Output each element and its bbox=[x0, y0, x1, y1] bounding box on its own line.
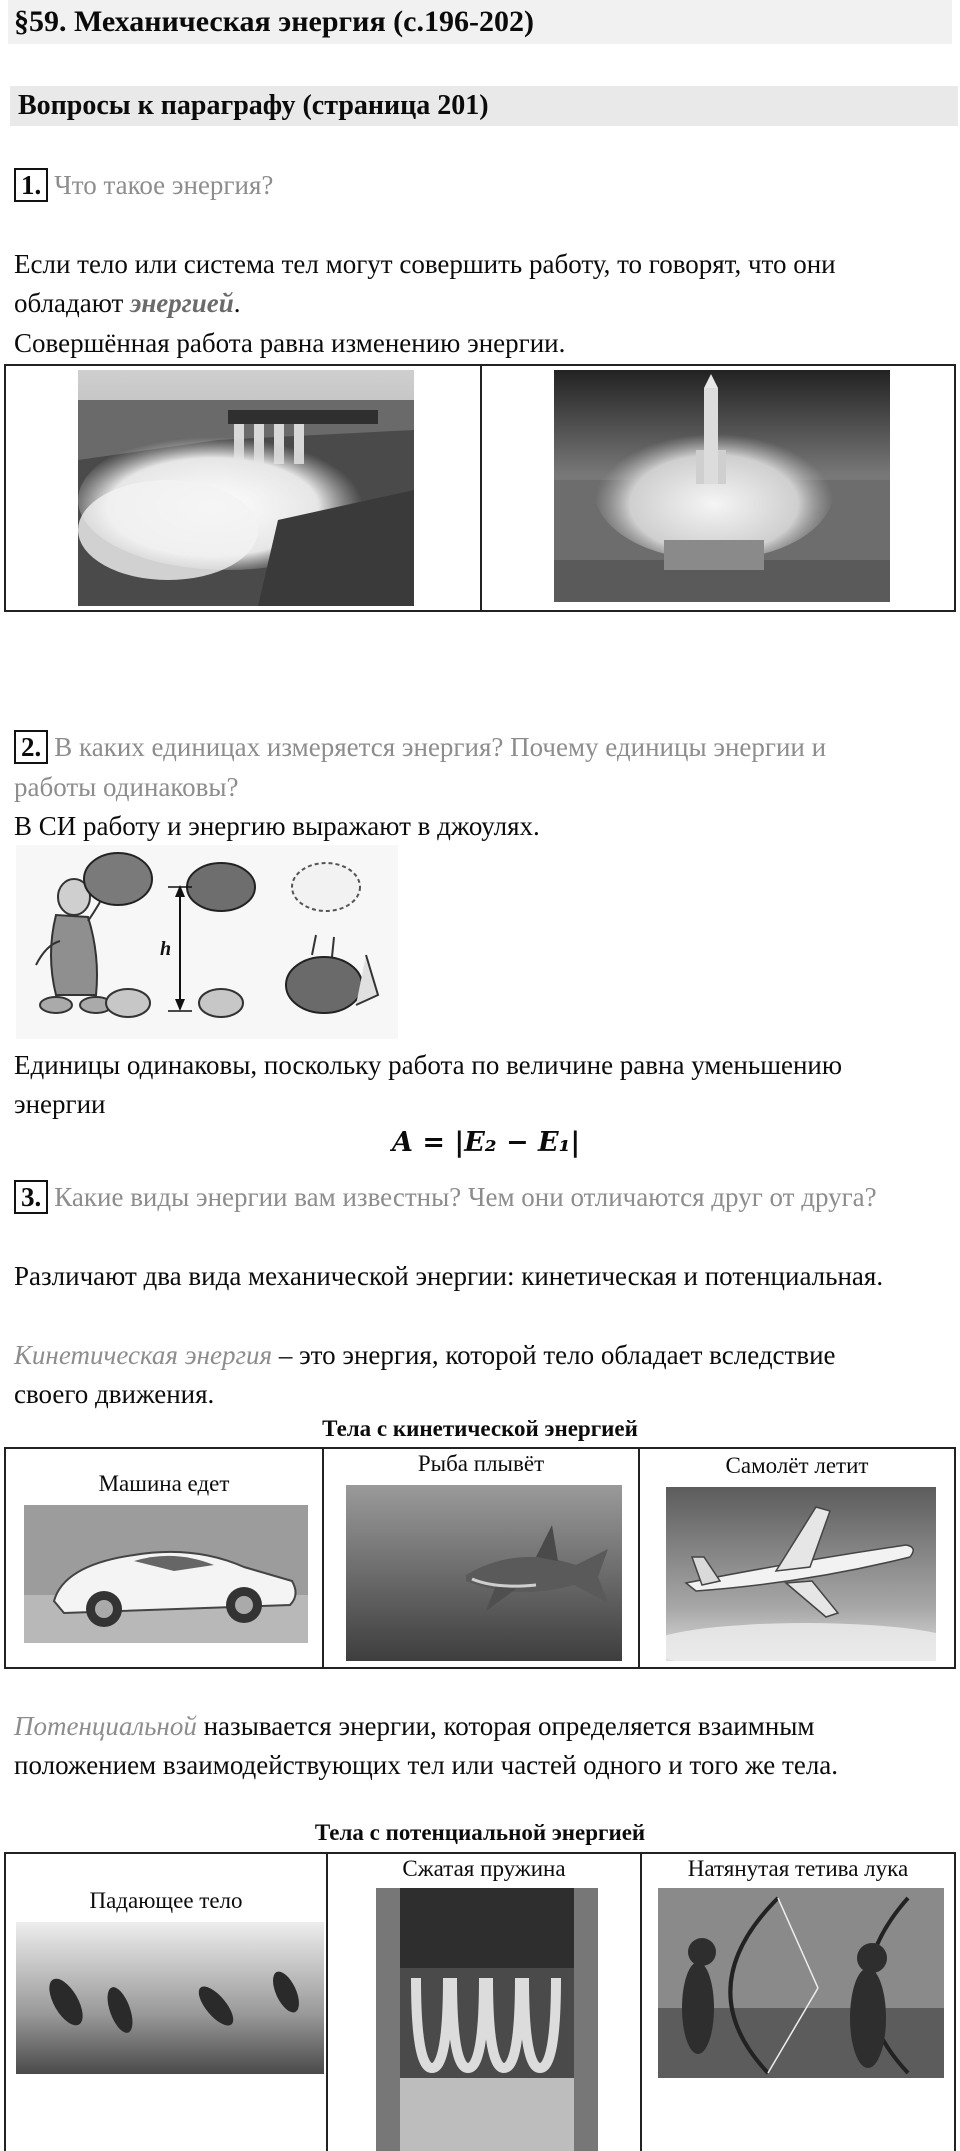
kinetic-definition-line-1 bbox=[14, 1335, 836, 1375]
answer-2b-line-1: Единицы одинаковы, поскольку работа по величине равна уменьшению bbox=[14, 1050, 843, 1080]
potential-energy-table bbox=[4, 1852, 956, 2151]
question-number: 2. bbox=[14, 730, 48, 764]
skydivers-photo bbox=[16, 1922, 324, 2074]
section-title: Вопросы к параграфу (страница 201) bbox=[10, 86, 958, 126]
answer-2: В СИ работу и энергию выражают в джоулях. bbox=[14, 811, 540, 841]
cell-bow bbox=[642, 1854, 954, 2151]
cell-falling-body bbox=[6, 1854, 326, 2151]
car-photo bbox=[24, 1505, 308, 1643]
term-kinetic: Кинетическая энергия bbox=[14, 1340, 273, 1370]
answer-1-line-3: Совершённая работа равна изменению энергии. bbox=[14, 328, 566, 358]
item-caption: Самолёт летит bbox=[725, 1453, 869, 1478]
energy-formula: A = |E₂ − E₁| bbox=[392, 1127, 581, 1158]
answer-1-line-1: Если тело или система тел могут совершить работу, то говорят, что они bbox=[14, 249, 836, 279]
lifting-stone-figure bbox=[16, 845, 398, 1039]
answer-3: Различают два вида механической энергии: кинетическая и потенциальная. bbox=[14, 1261, 884, 1291]
question-text-line-1: В каких единицах измеряется энергия? Почему единицы энергии и bbox=[54, 732, 827, 762]
cell-fish bbox=[324, 1449, 638, 1667]
kinetic-energy-table bbox=[4, 1447, 956, 1669]
item-caption: Падающее тело bbox=[89, 1888, 243, 1913]
question-2 bbox=[14, 727, 826, 767]
kinetic-definition-line-2: своего движения. bbox=[14, 1379, 215, 1409]
table-divider bbox=[480, 366, 482, 610]
answer-2b-line-2: энергии bbox=[14, 1089, 106, 1119]
question-3 bbox=[14, 1177, 877, 1217]
text-fragment: обладают bbox=[14, 288, 131, 318]
item-caption: Натянутая тетива лука bbox=[687, 1856, 909, 1881]
image-table-energy-examples bbox=[4, 364, 956, 612]
question-1 bbox=[14, 165, 273, 205]
term-potential: Потенциальной bbox=[14, 1711, 197, 1741]
question-number: 1. bbox=[14, 168, 48, 202]
question-text: Какие виды энергии вам известны? Чем они отличаются друг от друга? bbox=[54, 1182, 877, 1212]
question-2-line-2: работы одинаковы? bbox=[14, 772, 239, 802]
page-title: §59. Механическая энергия (с.196-202) bbox=[14, 5, 534, 38]
question-number: 3. bbox=[14, 1180, 48, 1214]
rocket-launch-photo bbox=[554, 370, 890, 602]
item-caption: Рыба плывёт bbox=[417, 1451, 545, 1476]
shark-photo bbox=[346, 1485, 622, 1661]
text-fragment: называется энергии, которая определяется взаимным bbox=[196, 1711, 815, 1741]
item-caption: Машина едет bbox=[98, 1471, 230, 1496]
question-text: Что такое энергия? bbox=[54, 170, 274, 200]
cell-car bbox=[6, 1449, 322, 1667]
cell-plane bbox=[640, 1449, 954, 1667]
dam-photo bbox=[78, 370, 414, 606]
spring-photo bbox=[376, 1888, 598, 2151]
potential-table-caption: Тела с потенциальной энергией bbox=[314, 1820, 646, 1845]
text-fragment: – это энергия, которой тело обладает вследствие bbox=[272, 1340, 836, 1370]
potential-definition-line-1 bbox=[14, 1706, 815, 1746]
archers-photo bbox=[658, 1888, 944, 2078]
height-label: h bbox=[160, 938, 172, 960]
page-header bbox=[8, 0, 952, 44]
item-caption: Сжатая пружина bbox=[402, 1856, 566, 1881]
term-energy: энергией bbox=[130, 288, 234, 318]
text-fragment: . bbox=[233, 288, 241, 318]
kinetic-table-caption: Тела с кинетической энергией bbox=[322, 1416, 638, 1441]
potential-definition-line-2: положением взаимодействующих тел или частей одного и того же тела. bbox=[14, 1750, 839, 1780]
cell-spring bbox=[328, 1854, 640, 2151]
answer-1-line-2 bbox=[14, 283, 241, 323]
airplane-photo bbox=[666, 1487, 936, 1661]
